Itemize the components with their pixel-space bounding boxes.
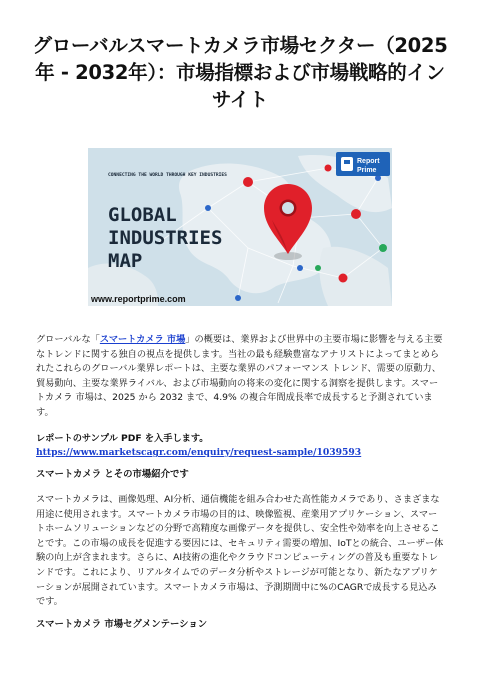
- intro-prefix: グローバルな「: [36, 334, 100, 345]
- svg-text:Report: Report: [357, 158, 380, 165]
- banner-heading-line-1: GLOBAL: [108, 204, 177, 226]
- smart-camera-market-link[interactable]: スマートカメラ 市場: [99, 334, 186, 345]
- sample-label: レポートのサンプル PDF を入手します。: [36, 433, 209, 444]
- sample-pdf-line: [36, 432, 444, 460]
- section-heading-intro: スマートカメラ とその市場紹介です: [36, 469, 189, 480]
- banner-tagline: CONNECTING THE WORLD THROUGH KEY INDUSTRIES: [108, 173, 227, 178]
- intro-suffix: 」の概要は、業界および世界中の主要市場に影響を与える主要なトレンドに関する独自の視点を提供します。当社の最も経験豊富なアナリストによってまとめられたこれらのグローバル業界レポートは、主要な業界のパフォーマンス トレンド、需要の原動力、貿易動向、主要な業界ライバル、および市場動向の将来の変化に関する洞察を提供します。スマートカメラ 市場は、2025 から 2032 まで、4.9% の複合年間成長率で成長すると予測されています。: [36, 334, 443, 418]
- banner-heading-line-3: MAP: [108, 250, 143, 272]
- world-map-illustration: [88, 148, 392, 306]
- intro-paragraph: [36, 333, 444, 421]
- page-title: グローバルスマートカメラ市場セクター（2025年 - 2032年）：市場指標および市場戦略的インサイト: [32, 34, 448, 111]
- banner-image: [88, 148, 392, 306]
- section-heading-segmentation: スマートカメラ 市場セグメンテーション: [36, 619, 208, 630]
- svg-text:Prime: Prime: [357, 167, 377, 174]
- sample-pdf-link[interactable]: https://www.marketscagr.com/enquiry/request-sample/1039593: [36, 447, 362, 459]
- section-body-intro: スマートカメラは、画像処理、AI分析、通信機能を組み合わせた高性能カメラであり、さまざまな用途に使用されます。スマートカメラ市場の目的は、映像監視、産業用アプリケーション、スマートホームソリューションなどの分野で高精度な画像データを提供し、安全性や効率を向上させることです。この市場の成長を促進する要因には、セキュリティ需要の増加、IoTとの統合、ユーザー体験の向上が含まれます。さらに、AI技術の進化やクラウドコンピューティングの普及も重要なトレンドです。これにより、リアルタイムでのデータ分析やストレージが可能となり、新たなアプリケーションが展開されています。スマートカメラ市場は、予測期間中に%のCAGRで成長する見込みです。: [36, 494, 444, 608]
- report-prime-logo: [336, 152, 390, 176]
- banner-url: www.reportprime.com: [91, 294, 186, 304]
- banner-heading-line-2: INDUSTRIES: [108, 227, 223, 249]
